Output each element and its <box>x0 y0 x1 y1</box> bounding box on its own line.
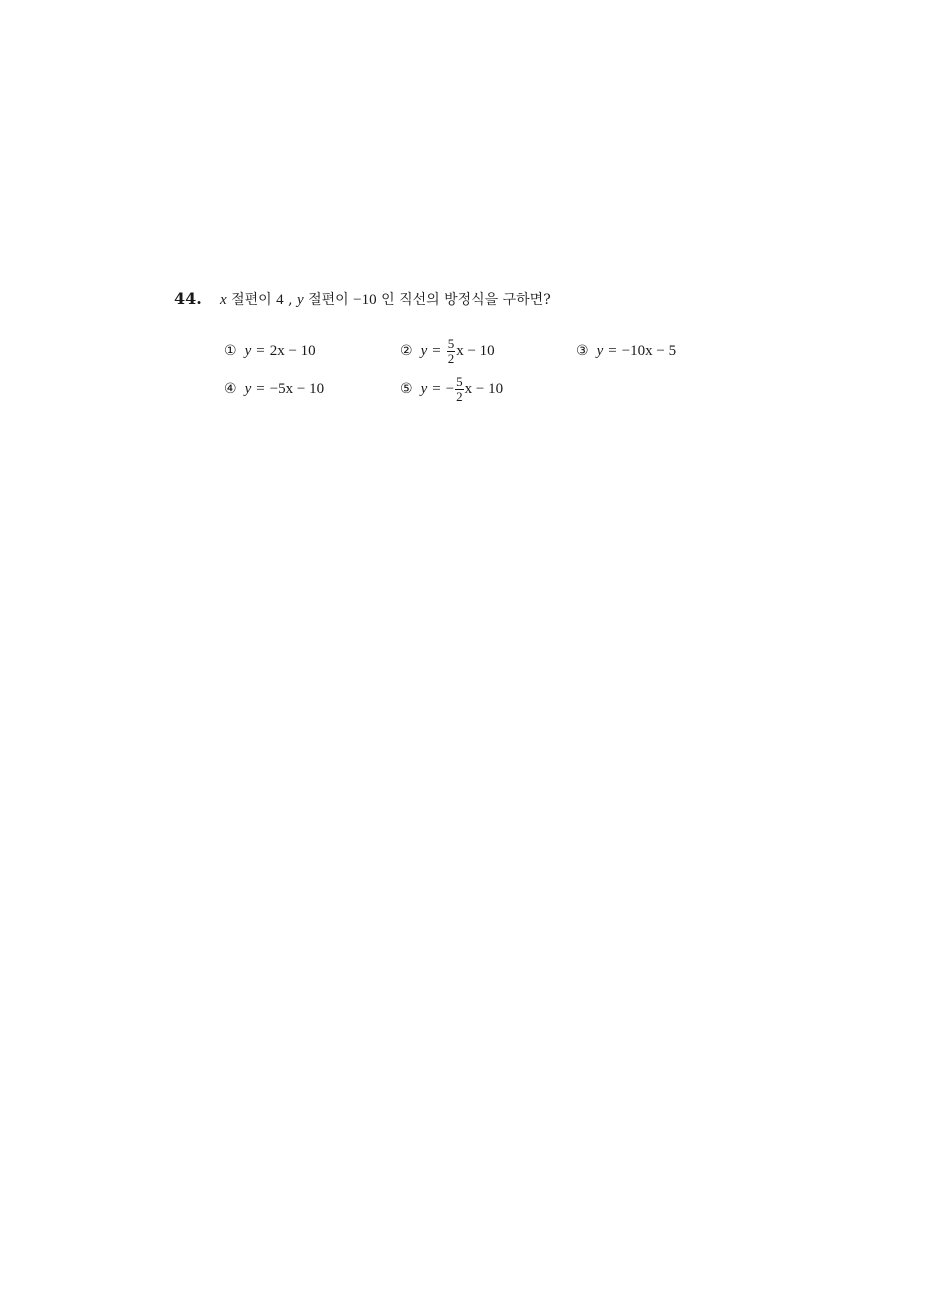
stem-var-y: y <box>297 292 304 308</box>
choice-3-rhs: −10x − 5 <box>621 342 677 359</box>
stem-value-neg10: −10 <box>353 292 377 308</box>
choice-5-numerator: 5 <box>456 373 463 389</box>
choice-4-lhs: y <box>244 380 252 397</box>
choice-1-op: = <box>256 342 265 359</box>
choice-1-lhs: y <box>244 342 252 359</box>
choice-3-equation <box>597 343 677 360</box>
question-stem <box>220 290 551 310</box>
choice-2-tail: x − 10 <box>456 342 495 359</box>
choice-3[interactable] <box>576 331 676 371</box>
stem-text-4: 인 직선의 방정식을 구하면? <box>376 292 551 308</box>
choice-1[interactable] <box>224 331 316 371</box>
choice-5-fraction <box>455 375 464 404</box>
choice-5-op: = <box>432 380 441 397</box>
choice-4-marker: ④ <box>224 381 237 397</box>
choice-3-marker: ③ <box>576 343 589 359</box>
choice-5-sign: − <box>445 380 455 397</box>
choice-4[interactable] <box>224 369 324 409</box>
stem-text-2: , <box>283 292 298 308</box>
choice-5-lhs: y <box>420 380 428 397</box>
choice-1-marker: ① <box>224 343 237 359</box>
choice-2-equation <box>421 337 495 366</box>
stem-text-3: 절편이 <box>303 292 354 308</box>
choice-1-rhs: 2x − 10 <box>269 342 316 359</box>
choice-4-op: = <box>256 380 265 397</box>
choice-5-equation <box>421 375 504 404</box>
question-44 <box>174 289 794 419</box>
stem-value-4: 4 <box>276 292 284 308</box>
choice-2-numerator: 5 <box>447 335 455 351</box>
choice-5-denominator: 2 <box>456 388 463 404</box>
choice-2-lhs: y <box>420 342 428 359</box>
choice-5-tail: x − 10 <box>464 380 504 397</box>
question-number: 44. <box>174 289 202 308</box>
stem-text-1: 절편이 <box>226 292 277 308</box>
choice-1-equation <box>245 343 316 360</box>
stem-var-x: x <box>220 292 227 308</box>
choice-4-rhs: −5x − 10 <box>269 380 325 397</box>
choice-5-marker: ⑤ <box>400 381 413 397</box>
choice-3-op: = <box>608 342 617 359</box>
choice-3-lhs: y <box>596 342 604 359</box>
choice-2-op: = <box>432 342 441 359</box>
choice-2[interactable] <box>400 331 495 371</box>
choice-4-equation <box>245 381 325 398</box>
choice-2-marker: ② <box>400 343 413 359</box>
choice-2-fraction <box>447 337 456 366</box>
choice-2-denominator: 2 <box>447 350 455 366</box>
choice-5[interactable] <box>400 369 503 409</box>
